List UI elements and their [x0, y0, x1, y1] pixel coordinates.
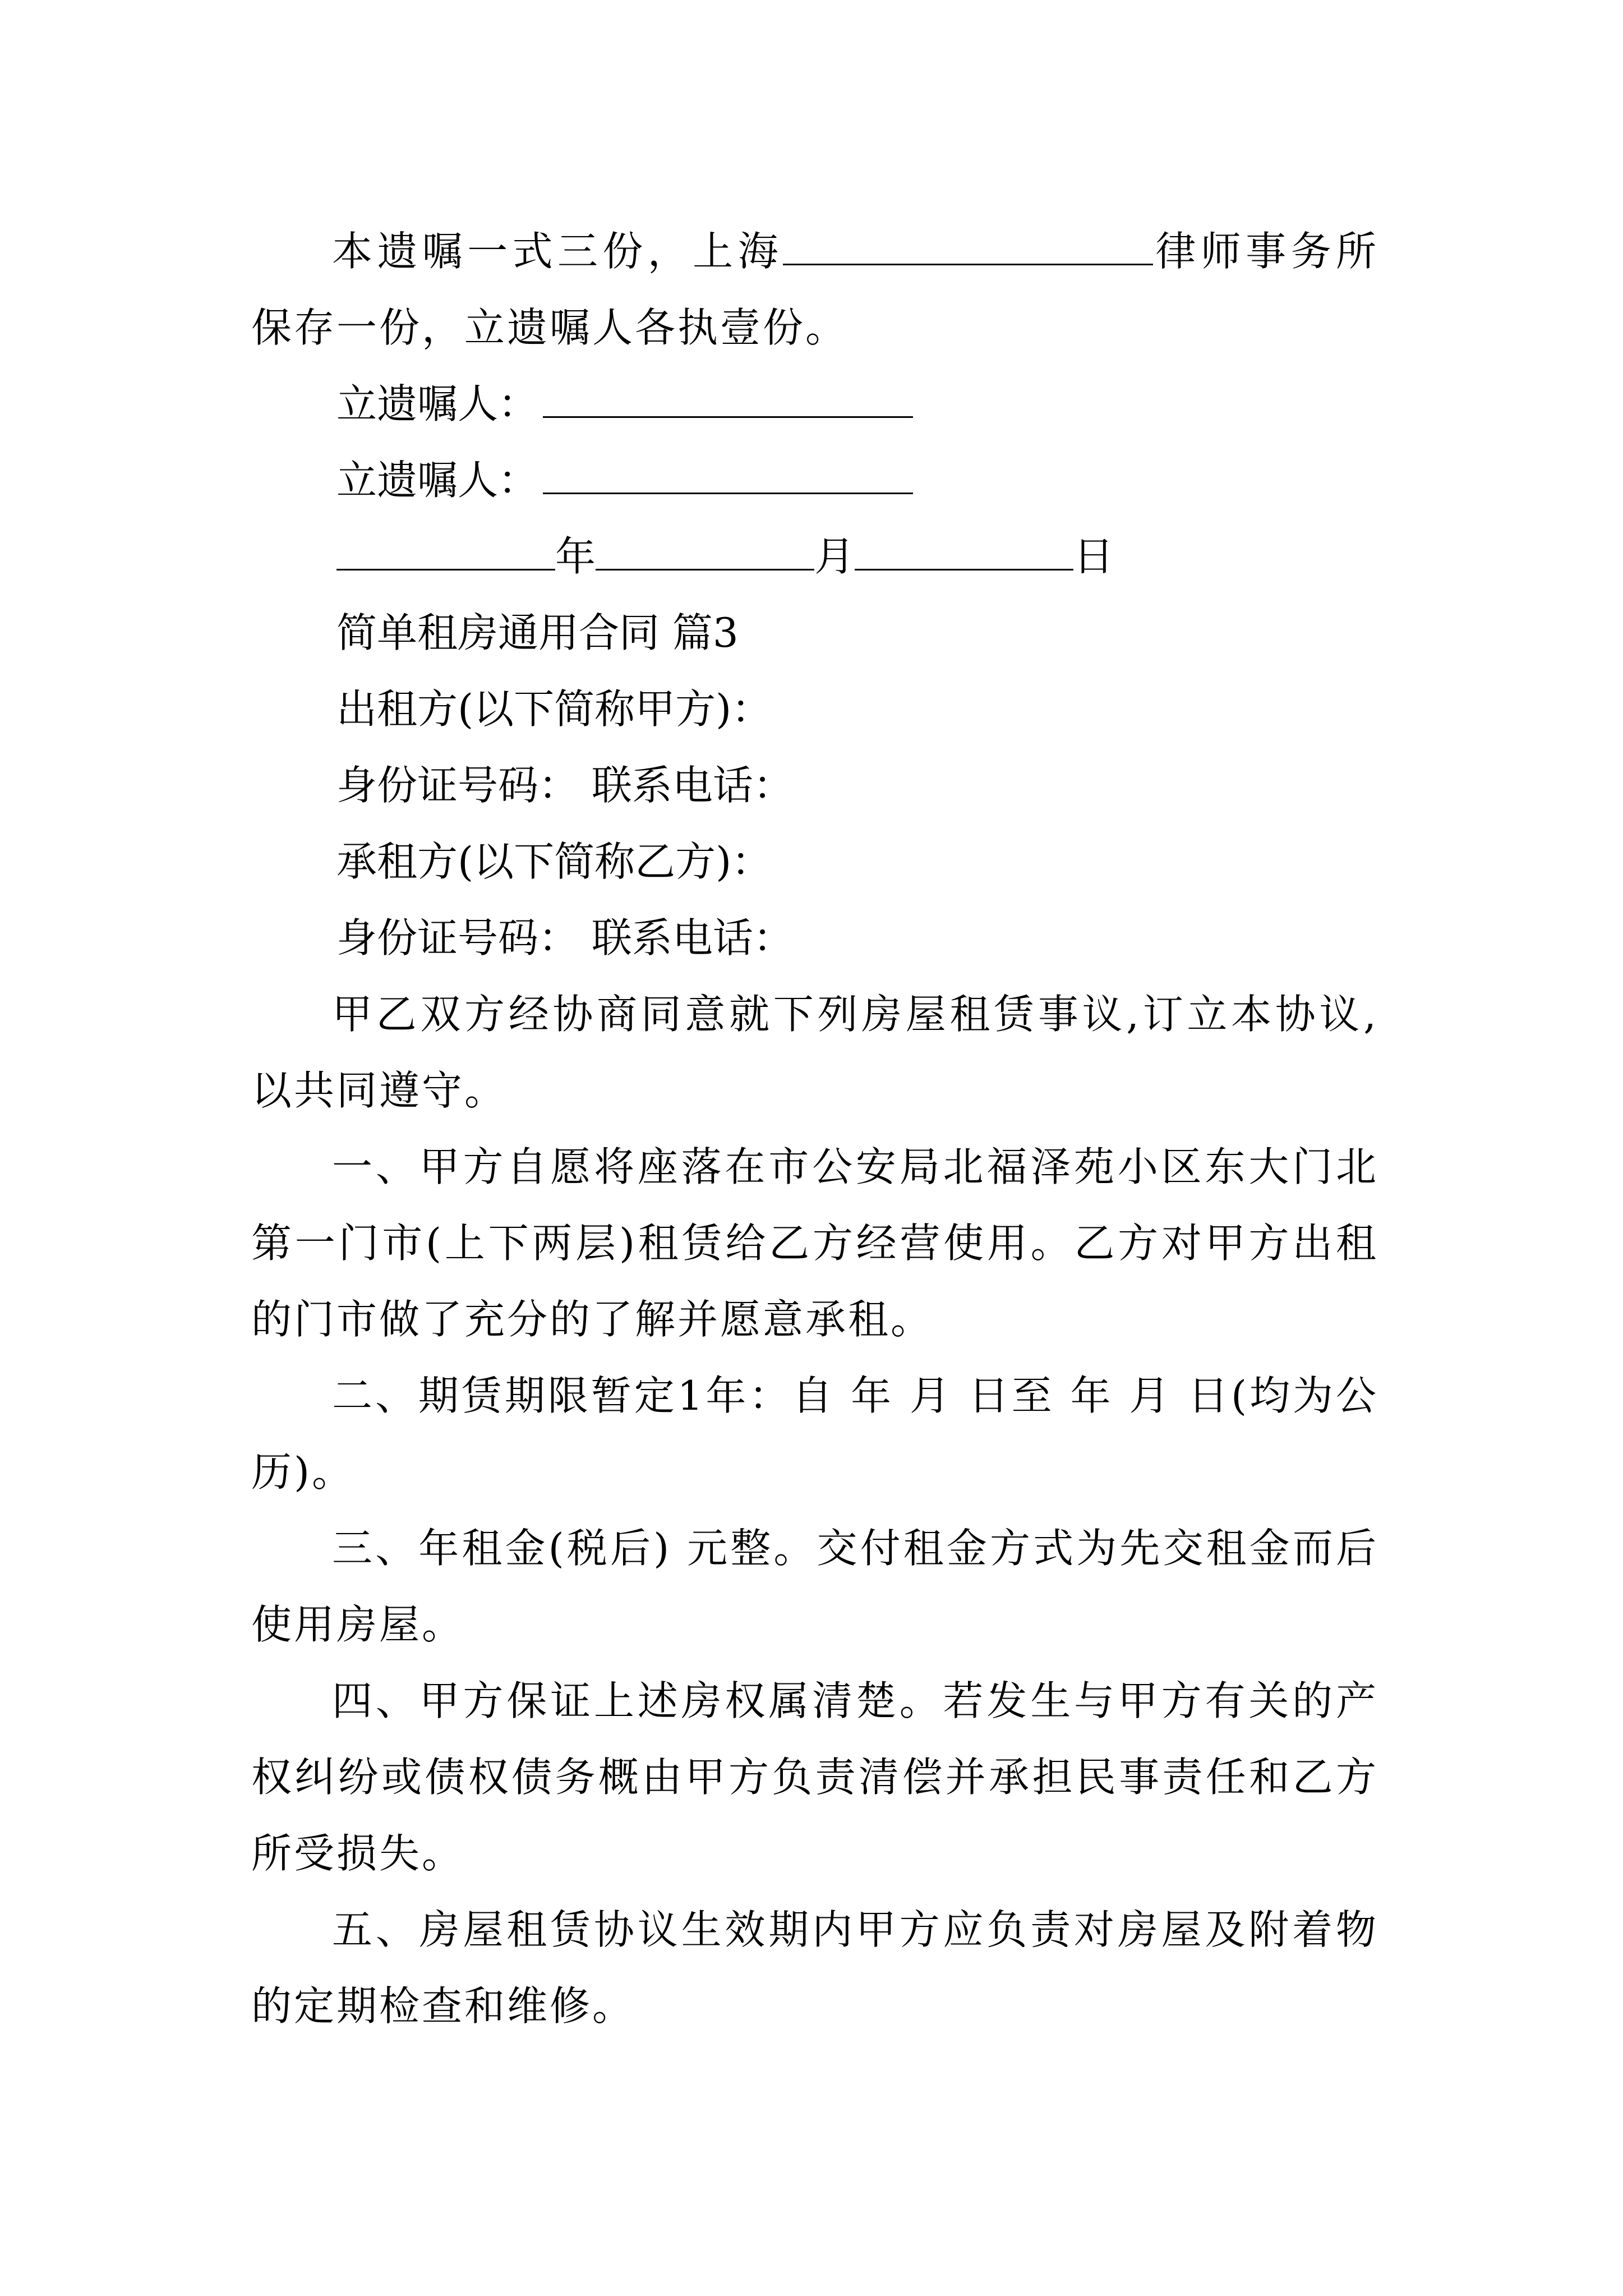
will-copies-text-after: 律师事务所: [1152, 228, 1378, 275]
will-copies-text-line2: 保存一份，立遗嘱人各执壹份。: [251, 304, 849, 351]
testator-label: 立遗嘱人：: [336, 457, 539, 504]
testator-signature-line-1: [251, 366, 1378, 442]
testator-signature-blank: [543, 380, 913, 418]
date-month-label: 月: [814, 533, 855, 580]
contract-clause-5: 五、房屋租赁协议生效期内甲方应负责对房屋及附着物的定期检查和维修。: [251, 1906, 1378, 2030]
law-firm-blank: [783, 228, 1153, 265]
testator-label: 立遗嘱人：: [336, 380, 539, 427]
lessee-id-line: 身份证号码： 联系电话：: [336, 914, 794, 961]
will-copies-paragraph: [251, 213, 1378, 366]
date-day-label: 日: [1073, 533, 1114, 580]
year-blank: [336, 533, 555, 570]
contract-clause-3: 三、年租金(税后) 元整。交付租金方式为先交租金而后使用房屋。: [251, 1525, 1378, 1648]
contract-clause-4: 四、甲方保证上述房权属清楚。若发生与甲方有关的产权纠纷或债权债务概由甲方负责清偿并承担民事责任和乙方所受损失。: [251, 1677, 1378, 1877]
contract-heading: 简单租房通用合同 篇3: [336, 609, 739, 656]
testator-signature-blank: [543, 457, 913, 494]
contract-clause-2: 二、期赁期限暂定1年：自 年 月 日至 年 月 日(均为公历)。: [251, 1372, 1378, 1496]
document-page: [251, 213, 1378, 2044]
date-year-label: 年: [555, 533, 596, 580]
month-blank: [596, 533, 814, 570]
contract-preamble: 甲乙双方经协商同意就下列房屋租赁事议,订立本协议,以共同遵守。: [251, 991, 1378, 1114]
will-copies-text-before: 本遗嘱一式三份，上海: [332, 228, 783, 275]
lessor-line: 出租方(以下简称甲方)：: [336, 685, 772, 733]
will-date-line: [251, 518, 1378, 595]
testator-signature-line-2: [251, 442, 1378, 518]
lessor-id-line: 身份证号码： 联系电话：: [336, 762, 794, 809]
contract-clause-1: 一、甲方自愿将座落在市公安局北福泽苑小区东大门北第一门市(上下两层)租赁给乙方经营使用。乙方对甲方出租的门市做了充分的了解并愿意承租。: [251, 1143, 1378, 1343]
lessee-line: 承租方(以下简称乙方)：: [336, 838, 772, 885]
day-blank: [855, 533, 1073, 570]
